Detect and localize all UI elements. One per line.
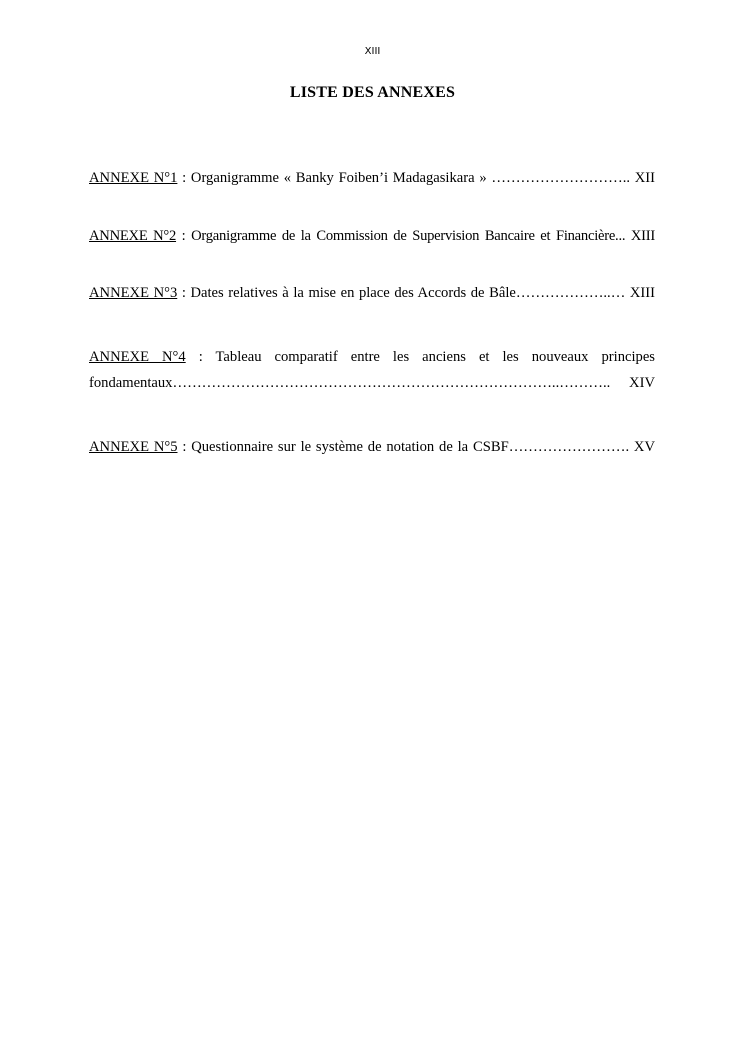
annex-label: ANNEXE N°5	[89, 439, 178, 455]
annex-entry-2	[89, 223, 655, 249]
page-number: XIII	[364, 46, 381, 57]
annex-label: ANNEXE N°3	[89, 285, 178, 301]
annex-label: ANNEXE N°4	[89, 349, 186, 365]
annex-label: ANNEXE N°2	[89, 228, 177, 244]
annex-entry-5	[89, 434, 655, 460]
annex-title-continuation: fondamentaux……………………………………………………………………..……….. XIV	[89, 375, 655, 391]
annex-entry-3	[89, 280, 655, 306]
annex-title: : Organigramme « Banky Foiben’i Madagasikara » ……………………….. XII	[177, 170, 655, 186]
annex-entry-4	[89, 344, 655, 396]
annex-entry-line-1	[89, 344, 655, 370]
annex-label: ANNEXE N°1	[89, 170, 178, 186]
annex-title: : Organigramme de la Commission de Supervision Bancaire et Financière... XIII	[176, 228, 656, 244]
annex-title: : Tableau comparatif entre les anciens et les nouveaux principes	[185, 349, 655, 365]
annex-entry-1	[89, 165, 655, 191]
annex-title: : Dates relatives à la mise en place des Accords de Bâle………………..… XIII	[177, 285, 656, 301]
annex-title: : Questionnaire sur le système de notation de la CSBF……………………. XV	[177, 439, 655, 455]
page-title: LISTE DES ANNEXES	[289, 84, 456, 101]
